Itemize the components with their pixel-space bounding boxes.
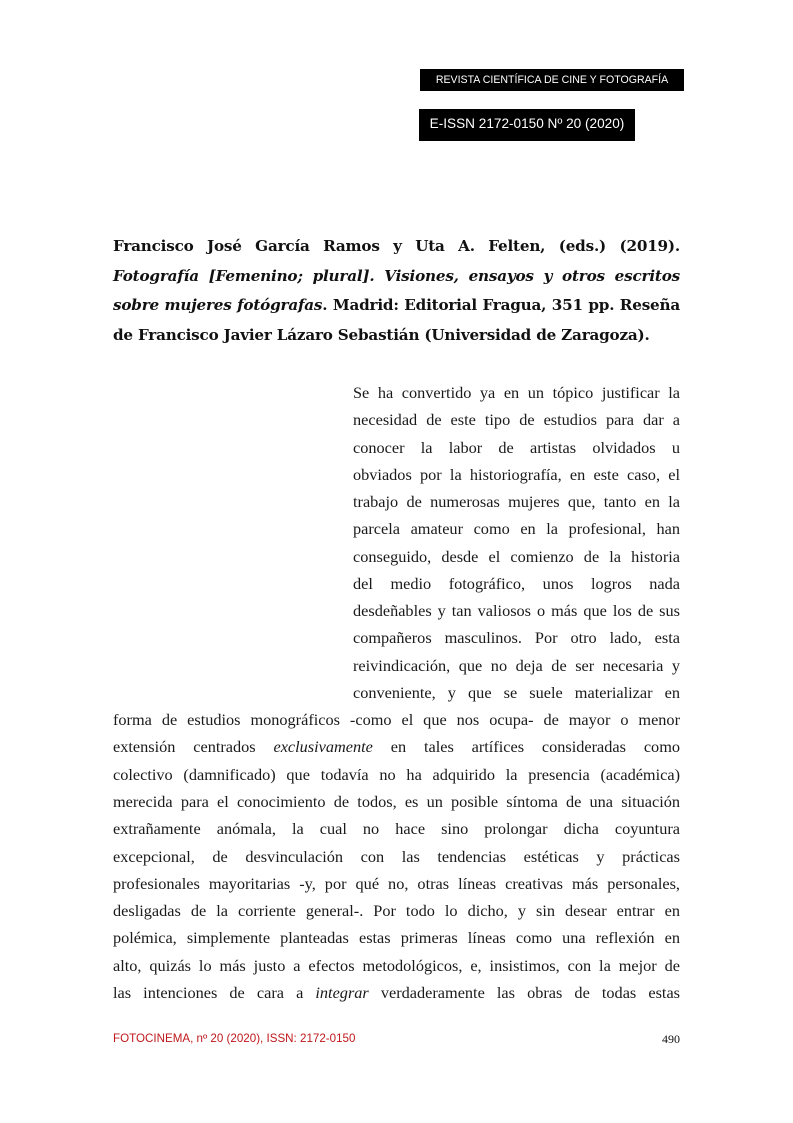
title-authors: Francisco José García Ramos y Uta A. Felten, (eds.) (2019). xyxy=(113,237,680,255)
body-line: profesionales mayoritarias -y, por qué no, otras líneas creativas más personales, xyxy=(113,874,680,893)
body-line xyxy=(113,979,680,1006)
body-line: conocer la labor de artistas olvidados u xyxy=(353,438,680,457)
body-line: extrañamente anómala, la cual no hace sino prolongar dicha coyuntura xyxy=(113,819,680,838)
body-text-run: en tales artífices consideradas como xyxy=(372,737,681,756)
body-line: necesidad de este tipo de estudios para dar a xyxy=(353,410,680,429)
body-text-run: verdaderamente las obras de todas estas xyxy=(368,983,681,1002)
issn-issue: E-ISSN 2172-0150 Nº 20 (2020) xyxy=(429,116,625,131)
body-line xyxy=(113,733,680,760)
body-line: alto, quizás lo más justo a efectos metodológicos, e, insistimos, con la mejor de xyxy=(113,956,680,975)
page-number: 490 xyxy=(662,1032,680,1046)
body-line: desdeñables y tan valiosos o más que los de sus xyxy=(353,601,680,620)
footer-citation: FOTOCINEMA, nº 20 (2020), ISSN: 2172-0150 xyxy=(113,1032,356,1045)
body-line: obviados por la historiografía, en este caso, el xyxy=(353,465,680,484)
body-text-run: extensión centrados xyxy=(113,737,274,756)
title-publisher: . Madrid: Editorial Fragua, 351 pp. Reseña de Francisco Javier Lázaro Sebastián (Universidad de Zaragoza). xyxy=(113,296,680,344)
body-line: compañeros masculinos. Por otro lado, esta xyxy=(353,628,680,647)
body-text-run: las intenciones de cara a xyxy=(113,983,316,1002)
body-line: del medio fotográfico, unos logros nada xyxy=(353,574,680,593)
body-line: reivindicación, que no deja de ser necesaria y xyxy=(353,656,680,675)
body-line: desligadas de la corriente general-. Por todo lo dicho, y sin desear entrar en xyxy=(113,901,680,920)
title-book-title: Fotografía [Femenino; plural]. Visiones, ensayos y otros escritos sobre mujeres fotógrafas xyxy=(113,266,680,314)
body-line: conseguido, desde el comienzo de la historia xyxy=(353,547,680,566)
body-text-emphasis: integrar xyxy=(315,983,369,1002)
journal-name: REVISTA CIENTÍFICA DE CINE Y FOTOGRAFÍA xyxy=(435,74,669,86)
body-line: colectivo (damnificado) que todavía no ha adquirido la presencia (académica) xyxy=(113,765,680,784)
body-line: trabajo de numerosas mujeres que, tanto en la xyxy=(353,492,680,511)
body-line: Se ha convertido ya en un tópico justificar la xyxy=(353,383,680,402)
body-line: merecida para el conocimiento de todos, es un posible síntoma de una situación xyxy=(113,792,680,811)
body-line: parcela amateur como en la profesional, han xyxy=(353,519,680,538)
issn-banner xyxy=(419,109,635,141)
body-line: conveniente, y que se suele materializar en xyxy=(353,683,680,702)
body-line: forma de estudios monográficos -como el que nos ocupa- de mayor o menor xyxy=(113,710,680,729)
journal-name-banner xyxy=(420,69,684,91)
review-title xyxy=(113,232,680,350)
body-line: excepcional, de desvinculación con las tendencias estéticas y prácticas xyxy=(113,847,680,866)
body-line: polémica, simplemente planteadas estas primeras líneas como una reflexión en xyxy=(113,928,680,947)
body-text-emphasis: exclusivamente xyxy=(273,737,373,756)
